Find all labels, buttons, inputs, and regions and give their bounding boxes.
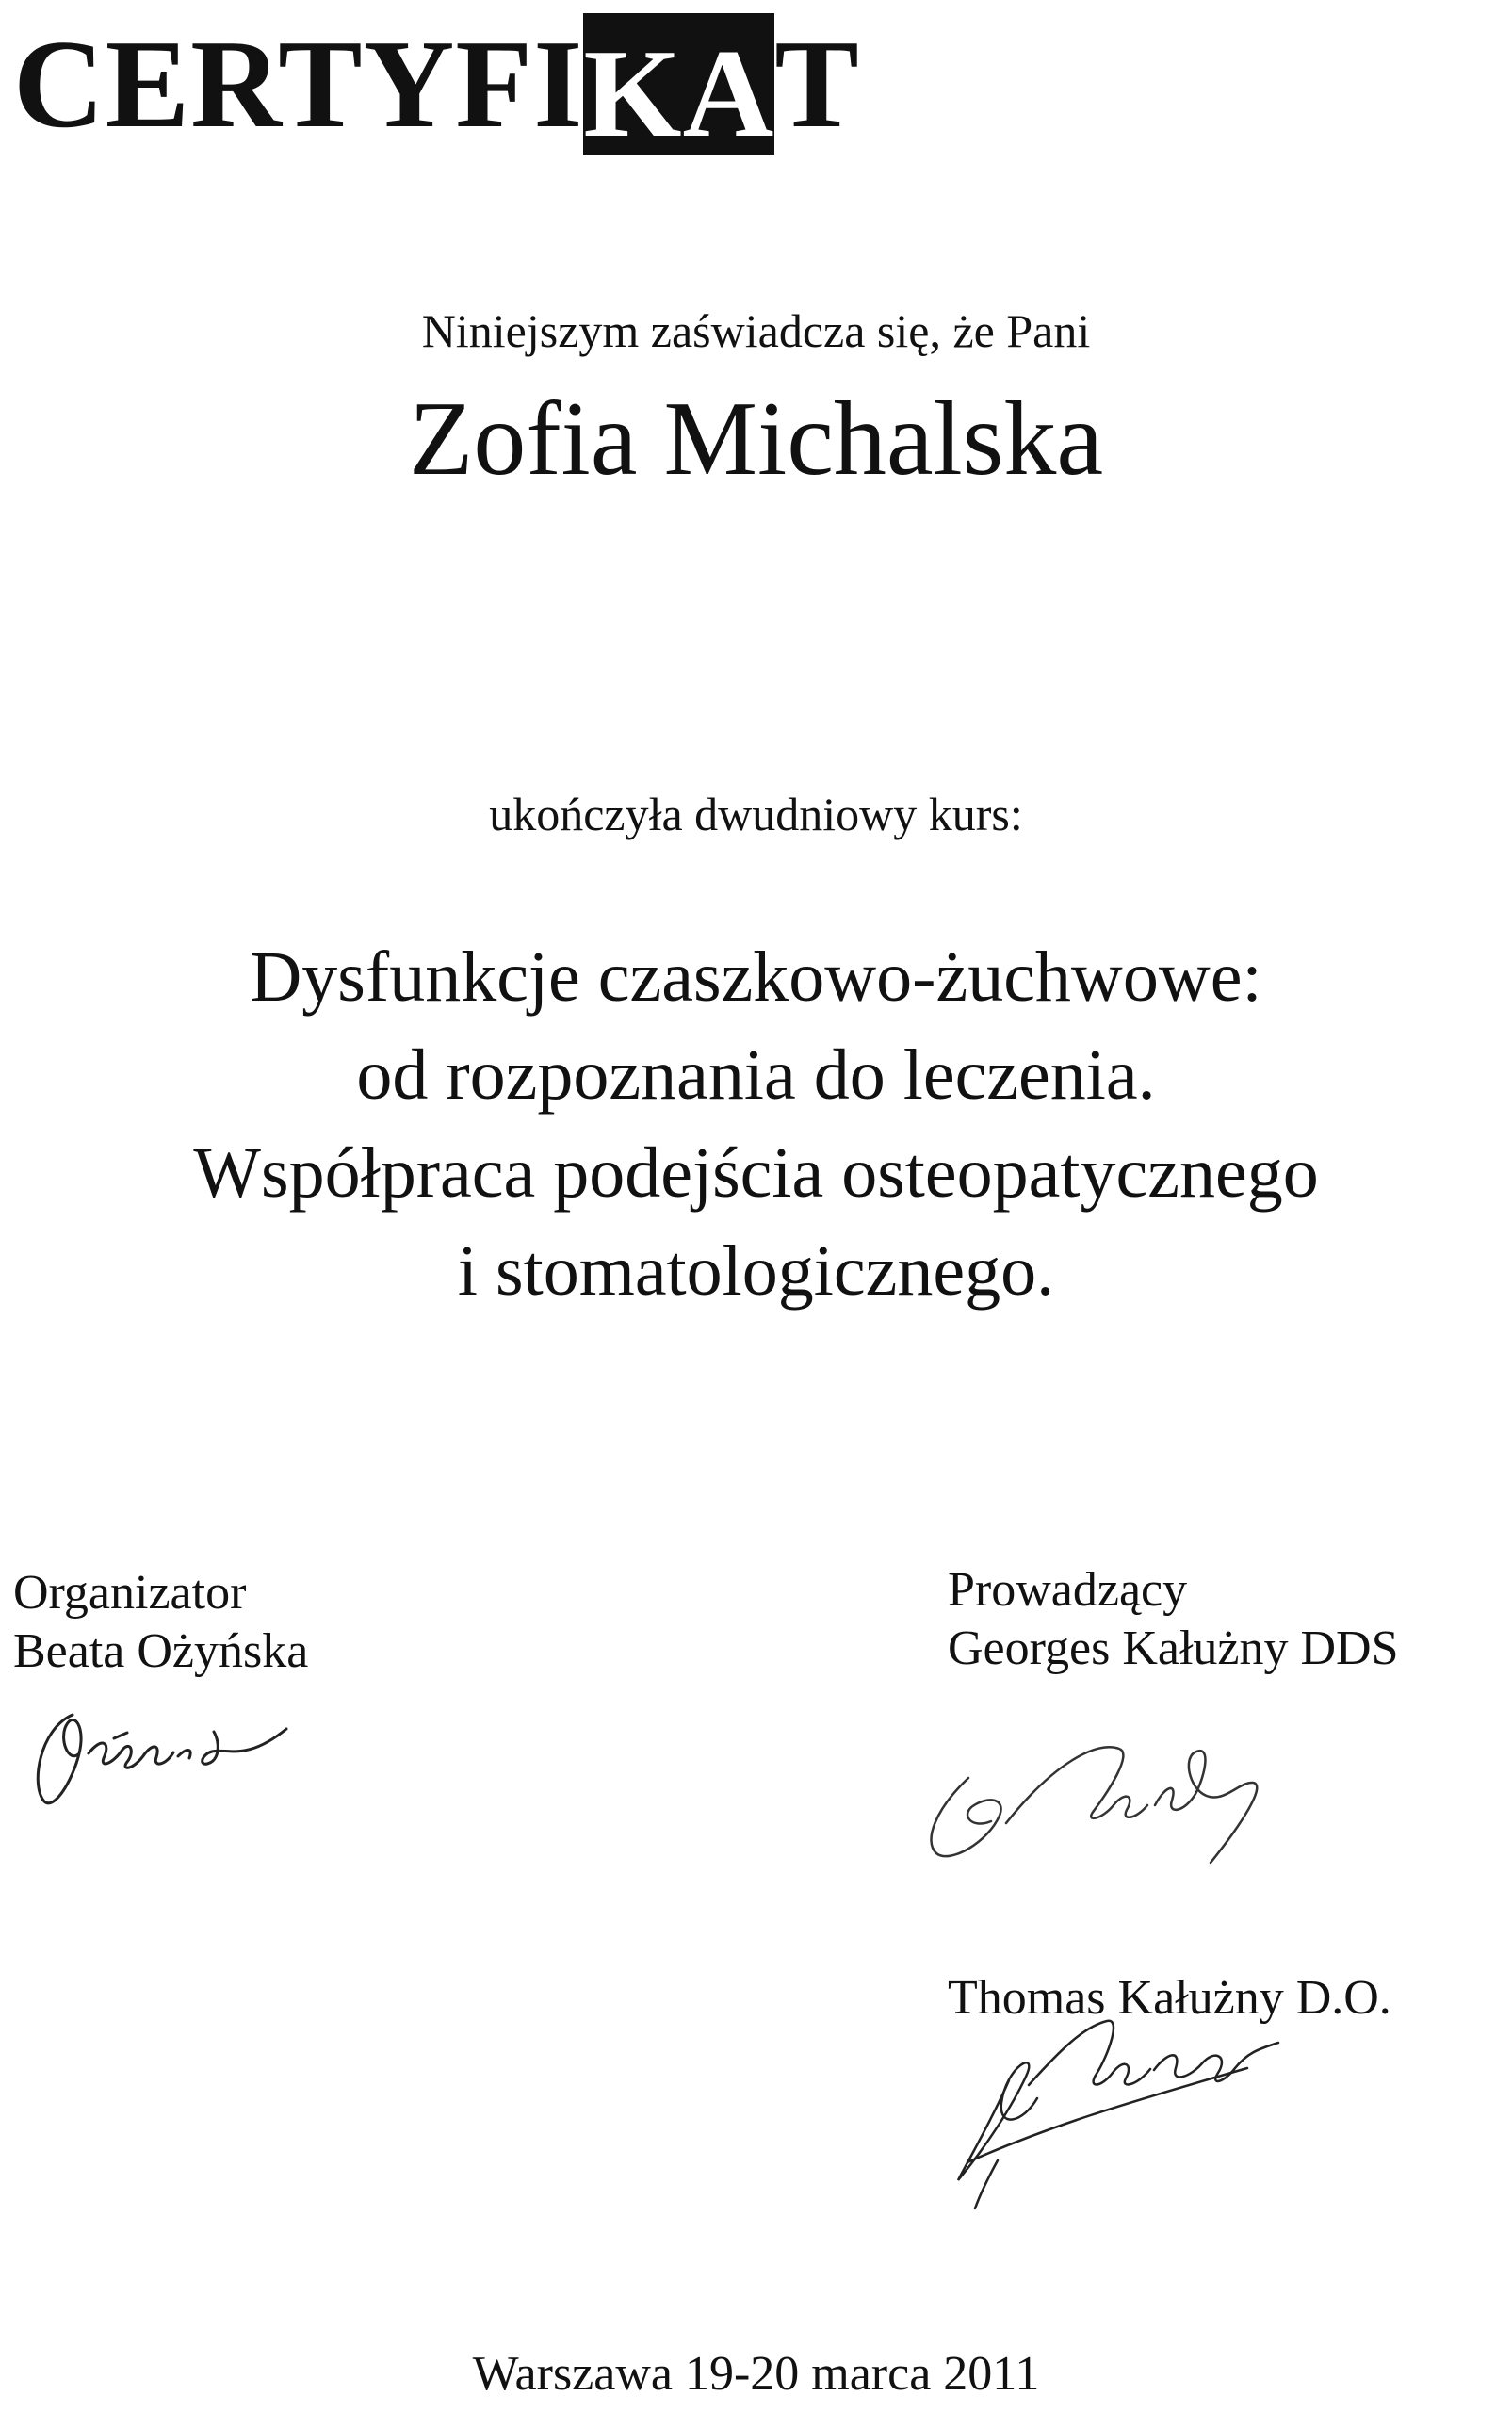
leader-block — [948, 1561, 1399, 1678]
recipient-name: Zofia Michalska — [408, 381, 1104, 497]
organizer-role: Organizator — [13, 1566, 247, 1620]
leader-name: Georges Kałużny DDS — [948, 1622, 1399, 1675]
title-part-3: T — [774, 14, 860, 154]
georges-signature — [895, 1719, 1300, 1870]
course-title-line: od rozpoznania do leczenia. — [356, 1035, 1156, 1115]
location-date: Warszawa 19-20 marca 2011 — [472, 2347, 1040, 2401]
leader-role: Prowadzący — [948, 1563, 1188, 1617]
course-title-line: Dysfunkcje czaszkowo-żuchwowe: — [250, 937, 1262, 1017]
title-part-2-inverted: KA — [583, 13, 774, 155]
organizer-name: Beata Ożyńska — [13, 1624, 309, 1678]
course-title — [0, 928, 1512, 1320]
intro-text: Niniejszym zaświadcza się, że Pani — [421, 304, 1091, 357]
completed-course-text: ukończyła dwudniowy kurs: — [489, 788, 1023, 840]
title-part-1: CERTYFI — [13, 14, 584, 154]
course-title-line: i stomatologicznego. — [457, 1231, 1055, 1311]
certificate-title — [13, 13, 860, 163]
organizer-signature — [21, 1696, 322, 1818]
course-title-line: Współpraca podejścia osteopatycznego — [193, 1133, 1319, 1213]
organizer-block — [13, 1564, 308, 1681]
thomas-signature — [947, 1997, 1286, 2214]
second-leader-name: Thomas Kałużny D.O. — [948, 1971, 1391, 2025]
